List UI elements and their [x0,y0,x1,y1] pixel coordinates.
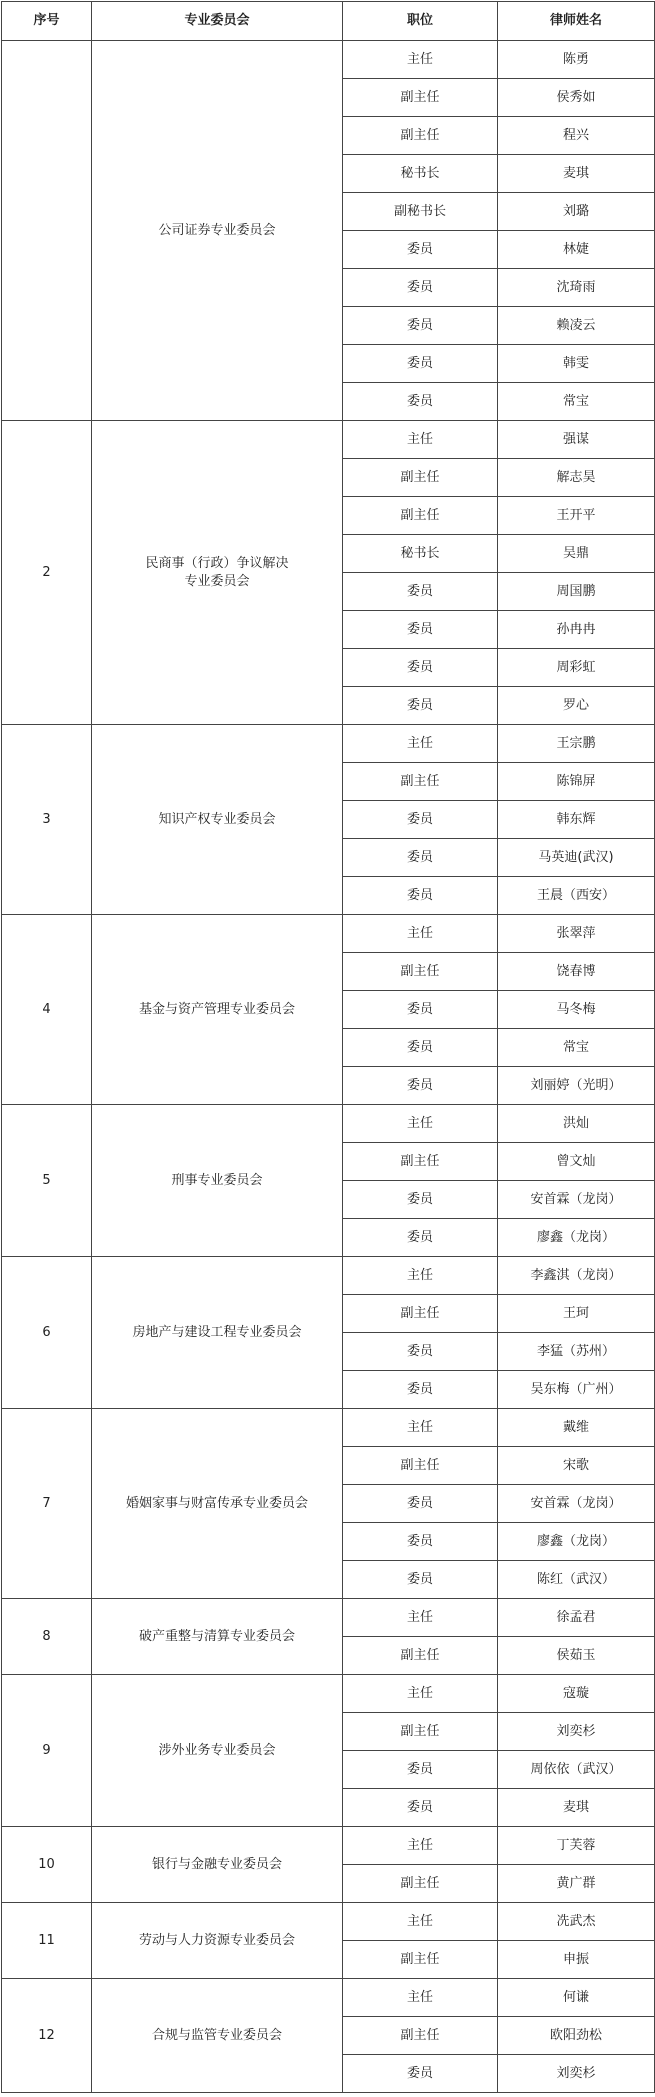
committee-number: 6 [2,1257,92,1409]
member-name: 廖鑫（龙岗） [498,1219,655,1257]
member-name: 宋歌 [498,1447,655,1485]
committee-number: 9 [2,1675,92,1827]
table-row [2,725,655,763]
header-lawyer-name: 律师姓名 [498,2,655,41]
member-position: 主任 [343,1903,498,1941]
member-position: 主任 [343,1257,498,1295]
committee-name: 涉外业务专业委员会 [92,1675,343,1827]
member-name: 周彩虹 [498,649,655,687]
member-position: 委员 [343,839,498,877]
member-name: 刘璐 [498,193,655,231]
member-name: 韩雯 [498,345,655,383]
member-name: 曾文灿 [498,1143,655,1181]
header-seq: 序号 [2,2,92,41]
table-row [2,1979,655,2017]
table-row [2,41,655,79]
table-row [2,1675,655,1713]
member-position: 副主任 [343,2017,498,2055]
member-name: 常宝 [498,1029,655,1067]
member-position: 委员 [343,1067,498,1105]
member-position: 主任 [343,41,498,79]
member-name: 韩东辉 [498,801,655,839]
table-row [2,1105,655,1143]
committee-number: 2 [2,421,92,725]
table-row [2,1903,655,1941]
member-position: 委员 [343,1219,498,1257]
member-position: 委员 [343,1181,498,1219]
member-position: 主任 [343,1827,498,1865]
committee-number: 11 [2,1903,92,1979]
committee-name: 刑事专业委员会 [92,1105,343,1257]
member-position: 委员 [343,1523,498,1561]
table-row [2,915,655,953]
member-position: 委员 [343,991,498,1029]
member-position: 秘书长 [343,535,498,573]
member-name: 麦琪 [498,1789,655,1827]
member-position: 副主任 [343,1713,498,1751]
committee-name: 房地产与建设工程专业委员会 [92,1257,343,1409]
committee-name: 合规与监管专业委员会 [92,1979,343,2093]
member-name: 刘奕杉 [498,1713,655,1751]
member-position: 主任 [343,915,498,953]
member-name: 徐孟君 [498,1599,655,1637]
committee-name: 破产重整与清算专业委员会 [92,1599,343,1675]
member-position: 主任 [343,1105,498,1143]
member-position: 副主任 [343,1865,498,1903]
member-name: 洪灿 [498,1105,655,1143]
member-position: 委员 [343,1029,498,1067]
member-name: 侯茹玉 [498,1637,655,1675]
committee-name: 婚姻家事与财富传承专业委员会 [92,1409,343,1599]
member-name: 吴鼎 [498,535,655,573]
member-position: 副主任 [343,953,498,991]
member-name: 周国鹏 [498,573,655,611]
committee-number: 3 [2,725,92,915]
member-name: 李鑫淇（龙岗） [498,1257,655,1295]
member-name: 黄广群 [498,1865,655,1903]
member-name: 强谋 [498,421,655,459]
member-name: 李猛（苏州） [498,1333,655,1371]
member-name: 侯秀如 [498,79,655,117]
member-position: 委员 [343,877,498,915]
member-position: 委员 [343,1333,498,1371]
member-position: 副主任 [343,763,498,801]
committee-name: 基金与资产管理专业委员会 [92,915,343,1105]
committee-name: 劳动与人力资源专业委员会 [92,1903,343,1979]
member-name: 陈红（武汉） [498,1561,655,1599]
committee-name: 知识产权专业委员会 [92,725,343,915]
member-name: 林婕 [498,231,655,269]
member-name: 廖鑫（龙岗） [498,1523,655,1561]
member-position: 委员 [343,1789,498,1827]
member-position: 副主任 [343,1295,498,1333]
member-name: 王宗鹏 [498,725,655,763]
member-name: 申振 [498,1941,655,1979]
member-name: 张翠萍 [498,915,655,953]
member-position: 主任 [343,1675,498,1713]
member-position: 委员 [343,573,498,611]
member-name: 寇璇 [498,1675,655,1713]
member-name: 周依依（武汉） [498,1751,655,1789]
member-name: 常宝 [498,383,655,421]
member-position: 委员 [343,307,498,345]
member-name: 何谦 [498,1979,655,2017]
table-row [2,1409,655,1447]
member-name: 饶春博 [498,953,655,991]
member-name: 安首霖（龙岗） [498,1181,655,1219]
member-name: 陈锦屏 [498,763,655,801]
member-position: 委员 [343,687,498,725]
member-name: 赖凌云 [498,307,655,345]
member-name: 吴东梅（广州） [498,1371,655,1409]
committee-name: 银行与金融专业委员会 [92,1827,343,1903]
member-position: 委员 [343,611,498,649]
committee-number: 5 [2,1105,92,1257]
member-name: 欧阳劲松 [498,2017,655,2055]
member-position: 副主任 [343,1637,498,1675]
member-position: 副主任 [343,459,498,497]
member-position: 主任 [343,725,498,763]
member-name: 解志昊 [498,459,655,497]
member-name: 沈琦雨 [498,269,655,307]
member-position: 主任 [343,1599,498,1637]
member-position: 副主任 [343,1143,498,1181]
member-position: 主任 [343,1409,498,1447]
member-position: 委员 [343,383,498,421]
member-name: 程兴 [498,117,655,155]
member-position: 主任 [343,1979,498,2017]
member-position: 副主任 [343,79,498,117]
member-position: 委员 [343,2055,498,2093]
committee-number: 4 [2,915,92,1105]
committee-number [2,41,92,421]
member-position: 副主任 [343,1447,498,1485]
table-row [2,421,655,459]
committee-number: 12 [2,1979,92,2093]
member-name: 罗心 [498,687,655,725]
member-name: 陈勇 [498,41,655,79]
member-position: 主任 [343,421,498,459]
table-row [2,1599,655,1637]
committee-number: 10 [2,1827,92,1903]
member-position: 秘书长 [343,155,498,193]
member-name: 王开平 [498,497,655,535]
header-committee: 专业委员会 [92,2,343,41]
member-name: 冼武杰 [498,1903,655,1941]
member-name: 王珂 [498,1295,655,1333]
committee-name: 民商事（行政）争议解决 专业委员会 [92,421,343,725]
member-name: 马冬梅 [498,991,655,1029]
member-name: 安首霖（龙岗） [498,1485,655,1523]
member-name: 马英迪(武汉) [498,839,655,877]
table-body [2,41,655,2093]
member-position: 委员 [343,1751,498,1789]
committee-number: 7 [2,1409,92,1599]
member-name: 刘丽婷（光明） [498,1067,655,1105]
committee-name: 公司证券专业委员会 [92,41,343,421]
member-position: 副秘书长 [343,193,498,231]
header-row [2,2,655,41]
member-position: 委员 [343,345,498,383]
header-position: 职位 [343,2,498,41]
member-position: 委员 [343,1371,498,1409]
member-position: 副主任 [343,497,498,535]
member-position: 副主任 [343,117,498,155]
member-position: 副主任 [343,1941,498,1979]
committee-number: 8 [2,1599,92,1675]
table-row [2,1257,655,1295]
member-position: 委员 [343,231,498,269]
table-row [2,1827,655,1865]
member-position: 委员 [343,269,498,307]
member-position: 委员 [343,1485,498,1523]
member-position: 委员 [343,801,498,839]
member-position: 委员 [343,649,498,687]
committee-table [1,1,655,2093]
member-name: 王晨（西安） [498,877,655,915]
member-position: 委员 [343,1561,498,1599]
member-name: 丁芙蓉 [498,1827,655,1865]
member-name: 麦琪 [498,155,655,193]
member-name: 刘奕杉 [498,2055,655,2093]
member-name: 戴维 [498,1409,655,1447]
member-name: 孙冉冉 [498,611,655,649]
